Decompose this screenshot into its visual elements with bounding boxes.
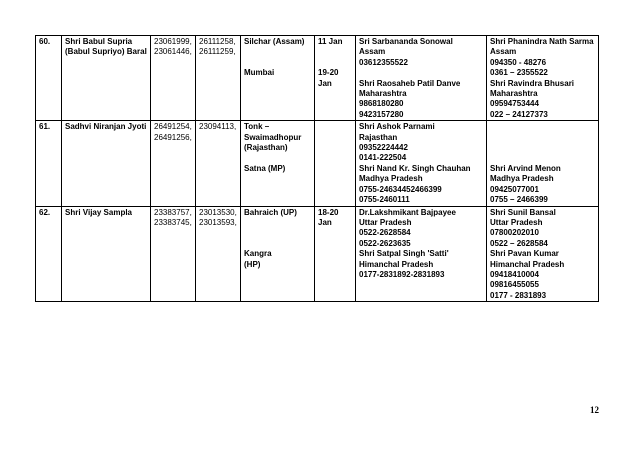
organisation-contact: Shri Sunil Bansal Uttar Pradesh 07800202010 0522 – 2628584 Shri Pavan Kumar Himanchal Pradesh 09418410004 09816455055 0177 - 2831893 bbox=[487, 206, 599, 302]
visit-date: 11 Jan 19-20 Jan bbox=[315, 36, 356, 121]
visit-place: Silchar (Assam) Mumbai bbox=[241, 36, 315, 121]
residence-phone: 26111258, 26111259, bbox=[196, 36, 241, 121]
table-row-61 bbox=[36, 121, 599, 206]
minister-name: Shri Vijay Sampla bbox=[62, 206, 151, 302]
table-row-60 bbox=[36, 36, 599, 121]
minister-name: Shri Babul Supria (Babul Supriyo) Baral bbox=[62, 36, 151, 121]
office-phone: 23061999, 23061446, bbox=[151, 36, 196, 121]
organisation-contact: Shri Arvind Menon Madhya Pradesh 09425077001 0755 – 2466399 bbox=[487, 121, 599, 206]
page-number: 12 bbox=[590, 405, 599, 415]
residence-phone: 23013530, 23013593, bbox=[196, 206, 241, 302]
visit-place: Bahraich (UP) Kangra (HP) bbox=[241, 206, 315, 302]
residence-phone: 23094113, bbox=[196, 121, 241, 206]
minister-visit-table bbox=[35, 35, 599, 302]
state-contact: Shri Ashok Parnami Rajasthan 09352224442 0141-222504 Shri Nand Kr. Singh Chauhan Madhya Pradesh 0755-24634452466399 0755-2460111 bbox=[356, 121, 487, 206]
office-phone: 23383757, 23383745, bbox=[151, 206, 196, 302]
visit-date: 18-20 Jan bbox=[315, 206, 356, 302]
row-number: 60. bbox=[36, 36, 62, 121]
office-phone: 26491254, 26491256, bbox=[151, 121, 196, 206]
organisation-contact: Shri Phanindra Nath Sarma Assam 094350 - 48276 0361 – 2355522 Shri Ravindra Bhusari Maharashtra 09594753444 022 – 24127373 bbox=[487, 36, 599, 121]
visit-date bbox=[315, 121, 356, 206]
state-contact: Dr.Lakshmikant Bajpayee Uttar Pradesh 0522-2628584 0522-2623635 Shri Satpal Singh 'Satti' Himanchal Pradesh 0177-2831892-2831893 bbox=[356, 206, 487, 302]
row-number: 61. bbox=[36, 121, 62, 206]
visit-place: Tonk – Swaimadhopur (Rajasthan) Satna (MP) bbox=[241, 121, 315, 206]
row-number: 62. bbox=[36, 206, 62, 302]
minister-name: Sadhvi Niranjan Jyoti bbox=[62, 121, 151, 206]
table-row-62 bbox=[36, 206, 599, 302]
state-contact: Sri Sarbananda Sonowal Assam 03612355522 Shri Raosaheb Patil Danve Maharashtra 9868180280 9423157280 bbox=[356, 36, 487, 121]
